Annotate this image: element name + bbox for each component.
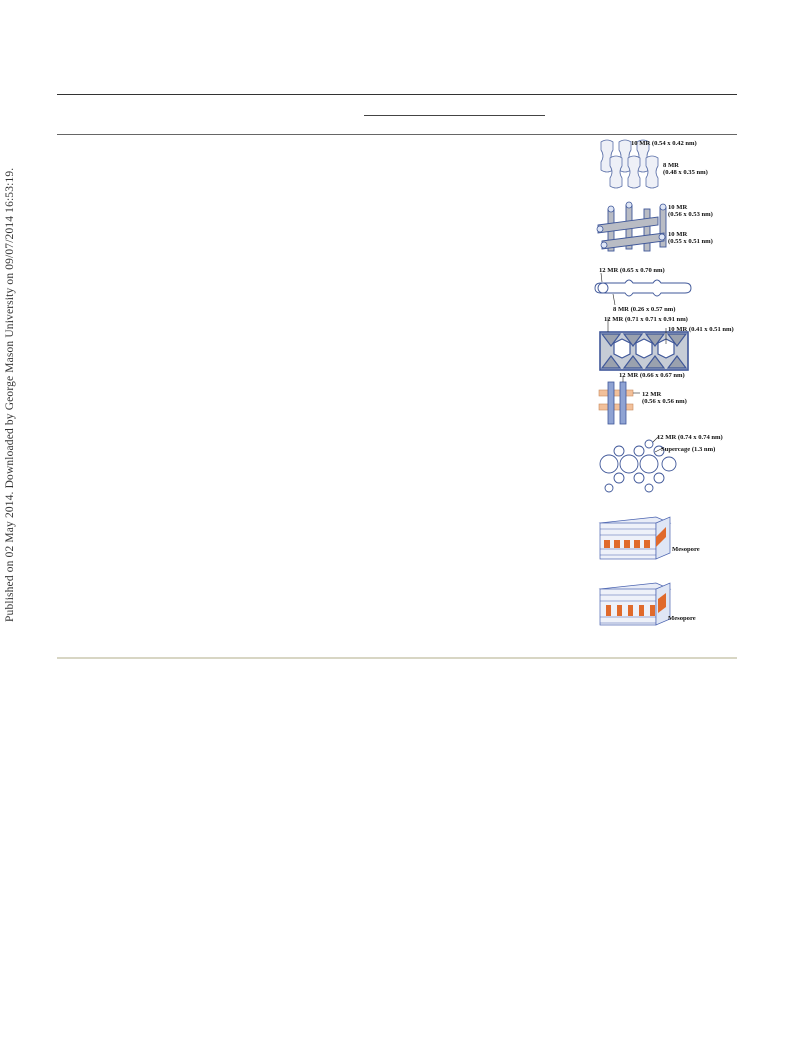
pore-label: (0.55 x 0.51 nm)	[668, 238, 713, 245]
pore-label: 12 MR (0.66 x 0.67 nm)	[619, 372, 685, 379]
pore-structure-figure-7	[598, 511, 738, 563]
pore-structure-figure-3	[597, 265, 737, 315]
download-notice: Published on 02 May 2014. Downloaded by George Mason University on 09/07/2014 16:53:19.	[4, 167, 16, 622]
pore-label: 10 MR (0.54 x 0.42 nm)	[631, 140, 697, 147]
pore-label: 8 MR (0.26 x 0.57 nm)	[613, 306, 676, 313]
mesoporous-framework-graphic	[598, 511, 670, 563]
pore-structure-figure-4	[598, 316, 740, 372]
table-top-rule	[57, 94, 737, 95]
column-group-rule	[364, 115, 545, 116]
pore-label: 12 MR (0.71 x 0.71 x 0.91 nm)	[604, 316, 688, 323]
intersecting-channels-graphic	[597, 372, 641, 424]
pore-structure-figure-6	[597, 434, 737, 494]
pore-label: Supercage (1.3 nm)	[661, 446, 716, 453]
cage-framework-graphic	[598, 316, 690, 372]
pore-structure-figure-8	[598, 577, 738, 629]
pore-structure-figure-1	[597, 138, 737, 190]
table-bottom-rule	[57, 657, 737, 659]
mesoporous-framework-graphic	[598, 577, 670, 629]
pore-label: (0.56 x 0.56 nm)	[642, 398, 687, 405]
mesopore-label: Mesopore	[668, 615, 696, 622]
pore-structure-figure-2	[596, 203, 736, 258]
pore-label: 8 MR	[663, 162, 679, 169]
pore-structure-figure-5	[597, 372, 737, 424]
channel-lattice-graphic	[596, 203, 668, 258]
mesopore-label: Mesopore	[672, 546, 700, 553]
pore-label: 10 MR	[668, 231, 688, 238]
pore-label: (0.56 x 0.53 nm)	[668, 211, 713, 218]
table-header-rule	[57, 134, 737, 135]
pore-label: 12 MR (0.65 x 0.70 nm)	[599, 267, 665, 274]
pore-label: (0.48 x 0.35 nm)	[663, 169, 708, 176]
pore-label: 10 MR	[668, 204, 688, 211]
pore-label: 12 MR	[642, 391, 662, 398]
supercage-framework-graphic	[597, 434, 677, 494]
pore-label: 10 MR (0.41 x 0.51 nm)	[668, 326, 734, 333]
pore-label: 12 MR (0.74 x 0.74 nm)	[657, 434, 723, 441]
